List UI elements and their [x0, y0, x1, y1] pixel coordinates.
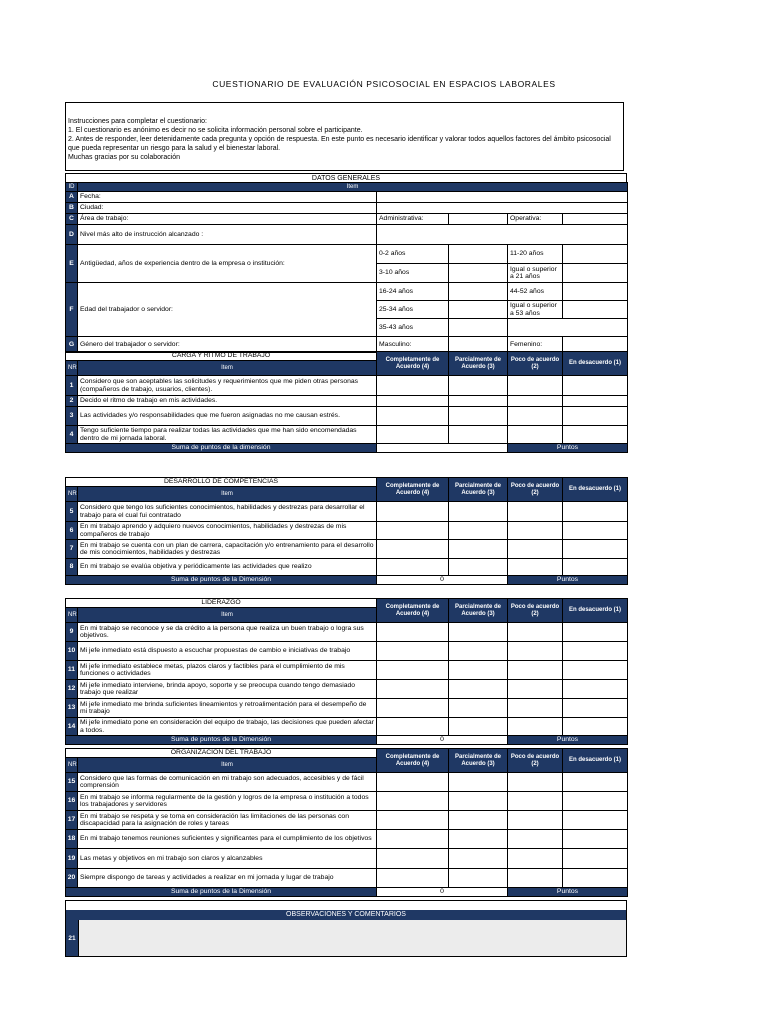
col-little-agree: Poco de acuerdo (2)	[508, 749, 563, 773]
dimension-sum-label: Suma de puntos de la Dimensión	[66, 888, 377, 897]
seniority-opt: 0-2 años	[377, 245, 449, 264]
item-number: 1	[66, 376, 78, 396]
age-input[interactable]	[449, 301, 508, 319]
age-input[interactable]	[563, 283, 628, 301]
age-opt: 44-52 años	[508, 283, 563, 301]
answer-cell-disagree[interactable]	[563, 540, 628, 559]
work-area-label: Área de trabajo:	[78, 214, 377, 225]
observations-block	[65, 900, 627, 957]
col-nr-header: NR	[66, 361, 78, 376]
item-text: Las actividades y/o responsabilidades que me fueron asignadas no me causan estrés.	[78, 407, 377, 426]
item-text: Decido el ritmo de trabajo en mis actividades.	[78, 396, 377, 407]
date-input[interactable]	[377, 192, 628, 203]
operative-label: Operativa:	[508, 214, 563, 225]
row-id: C	[66, 214, 78, 225]
row-id: G	[66, 337, 78, 353]
answer-cell-partially-agree[interactable]	[449, 623, 508, 642]
item-number: 6	[66, 522, 78, 540]
dimension-sum-label: Suma de puntos de la dimensión	[66, 444, 377, 453]
seniority-input[interactable]	[449, 245, 508, 264]
answer-cell-completely-agree[interactable]	[377, 849, 449, 869]
dimension-table	[65, 477, 628, 585]
education-input[interactable]	[377, 225, 628, 245]
answer-cell-completely-agree[interactable]	[377, 718, 449, 736]
col-disagree: En desacuerdo (1)	[563, 749, 628, 773]
instructions-box	[65, 102, 624, 171]
answer-cell-disagree[interactable]	[563, 407, 628, 426]
answer-cell-little-agree[interactable]	[508, 849, 563, 869]
age-input[interactable]	[449, 319, 508, 337]
answer-cell-disagree[interactable]	[563, 623, 628, 642]
answer-cell-partially-agree[interactable]	[449, 376, 508, 396]
dimension-sum-value: 0	[377, 888, 508, 897]
age-label: Edad del trabajador o servidor:	[78, 283, 377, 337]
answer-cell-partially-agree[interactable]	[449, 540, 508, 559]
col-little-agree: Poco de acuerdo (2)	[508, 478, 563, 502]
col-item-header: Item	[78, 361, 377, 376]
col-completely-agree: Completamente de Acuerdo (4)	[377, 352, 449, 376]
answer-cell-disagree[interactable]	[563, 869, 628, 888]
answer-cell-disagree[interactable]	[563, 718, 628, 736]
dimension-sum-value: 0	[377, 736, 508, 745]
answer-cell-disagree[interactable]	[563, 522, 628, 540]
row-id: F	[66, 283, 78, 337]
answer-cell-partially-agree[interactable]	[449, 502, 508, 522]
answer-cell-partially-agree[interactable]	[449, 642, 508, 661]
row-id: B	[66, 203, 78, 214]
dimension-section	[65, 477, 627, 585]
answer-cell-partially-agree[interactable]	[449, 869, 508, 888]
answer-cell-partially-agree[interactable]	[449, 811, 508, 830]
answer-cell-completely-agree[interactable]	[377, 642, 449, 661]
answer-cell-disagree[interactable]	[563, 426, 628, 444]
answer-cell-little-agree[interactable]	[508, 642, 563, 661]
operative-input[interactable]	[563, 214, 628, 225]
col-partially-agree: Parcialmente de Acuerdo (3)	[449, 352, 508, 376]
col-partially-agree: Parcialmente de Acuerdo (3)	[449, 749, 508, 773]
item-number: 16	[66, 792, 78, 811]
row-id: A	[66, 192, 78, 203]
item-number: 8	[66, 559, 78, 576]
instructions-thanks: Muchas gracias por su colaboración	[68, 154, 181, 161]
dimension-title: ORGANIZACIÓN DEL TRABAJO	[66, 749, 377, 758]
answer-cell-completely-agree[interactable]	[377, 792, 449, 811]
answer-cell-partially-agree[interactable]	[449, 522, 508, 540]
item-text: En mi trabajo tenemos reuniones suficientes y significantes para el cumplimiento de los objetivos	[78, 830, 377, 849]
answer-cell-completely-agree[interactable]	[377, 502, 449, 522]
item-text: Considero que tengo los suficientes conocimientos, habilidades y destrezas para desarrollar el trabajo para el cual fui contratado	[78, 502, 377, 522]
col-item-header: Item	[78, 487, 377, 502]
answer-cell-partially-agree[interactable]	[449, 773, 508, 792]
item-text: Mi jefe inmediato establece metas, plazos claros y factibles para el cumplimiento de mis funciones o actividades	[78, 661, 377, 680]
seniority-opt: 3-10 años	[377, 264, 449, 283]
answer-cell-partially-agree[interactable]	[449, 792, 508, 811]
item-number: 17	[66, 811, 78, 830]
answer-cell-partially-agree[interactable]	[449, 661, 508, 680]
item-number: 20	[66, 869, 78, 888]
answer-cell-little-agree[interactable]	[508, 869, 563, 888]
instruction-2: 2. Antes de responder, leer detenidamente cada pregunta y opción de respuesta. En este punto es necesario identificar y valorar todos aquellos factores del ámbito psicosocial que pueda representar un riesgo para la salud y el bienestar laboral.	[68, 136, 611, 152]
col-little-agree: Poco de acuerdo (2)	[508, 352, 563, 376]
answer-cell-completely-agree[interactable]	[377, 773, 449, 792]
age-opt: 16-24 años	[377, 283, 449, 301]
answer-cell-completely-agree[interactable]	[377, 522, 449, 540]
age-input[interactable]	[449, 283, 508, 301]
general-data-block	[65, 173, 627, 353]
item-text: Mi jefe inmediato está dispuesto a escuchar propuestas de cambio e iniciativas de trabajo	[78, 642, 377, 661]
observations-nr: 21	[66, 920, 78, 956]
answer-cell-completely-agree[interactable]	[377, 623, 449, 642]
answer-cell-disagree[interactable]	[563, 792, 628, 811]
col-disagree: En desacuerdo (1)	[563, 352, 628, 376]
item-number: 14	[66, 718, 78, 736]
item-text: Mi jefe inmediato interviene, brinda apoyo, soporte y se preocupa cuando tengo demasiado trabajo que realizar	[78, 680, 377, 699]
item-text: Mi jefe inmediato pone en consideración del equipo de trabajo, las decisiones que pueden afectar a todos.	[78, 718, 377, 736]
dimension-sum-value: 0	[377, 576, 508, 585]
answer-cell-little-agree[interactable]	[508, 773, 563, 792]
item-text: En mi trabajo aprendo y adquiero nuevos conocimientos, habilidades y destrezas de mis compañeros de trabajo	[78, 522, 377, 540]
dimension-title: DESARROLLO DE COMPETENCIAS	[66, 478, 377, 487]
dimension-title: CARGA Y RITMO DE TRABAJO	[66, 352, 377, 361]
item-number: 2	[66, 396, 78, 407]
answer-cell-little-agree[interactable]	[508, 661, 563, 680]
seniority-opt: 11-20 años	[508, 245, 563, 264]
male-label: Masculino:	[377, 337, 449, 353]
answer-cell-completely-agree[interactable]	[377, 376, 449, 396]
city-label: Ciudad:	[78, 203, 377, 214]
age-opt: 25-34 años	[377, 301, 449, 319]
item-text: Tengo suficiente tiempo para realizar todas las actividades que me han sido encomendadas dentro de mi jornada laboral.	[78, 426, 377, 444]
answer-cell-partially-agree[interactable]	[449, 407, 508, 426]
answer-cell-completely-agree[interactable]	[377, 426, 449, 444]
item-number: 7	[66, 540, 78, 559]
date-label: Fecha:	[78, 192, 377, 203]
col-nr-header: NR	[66, 758, 78, 773]
seniority-input[interactable]	[563, 264, 628, 283]
item-text: En mi trabajo se reconoce y se da crédito a la persona que realiza un buen trabajo o logra sus objetivos.	[78, 623, 377, 642]
answer-cell-completely-agree[interactable]	[377, 540, 449, 559]
item-number: 10	[66, 642, 78, 661]
col-little-agree: Poco de acuerdo (2)	[508, 599, 563, 623]
answer-cell-partially-agree[interactable]	[449, 718, 508, 736]
dimension-points-label: Puntos	[508, 736, 628, 745]
age-empty-cell	[508, 319, 628, 337]
item-number: 4	[66, 426, 78, 444]
answer-cell-disagree[interactable]	[563, 396, 628, 407]
answer-cell-completely-agree[interactable]	[377, 811, 449, 830]
answer-cell-little-agree[interactable]	[508, 502, 563, 522]
col-completely-agree: Completamente de Acuerdo (4)	[377, 478, 449, 502]
instructions-heading: Instrucciones para completar el cuestionario:	[68, 118, 207, 125]
answer-cell-disagree[interactable]	[563, 699, 628, 718]
gender-label: Género del trabajador o servidor:	[78, 337, 377, 353]
answer-cell-little-agree[interactable]	[508, 522, 563, 540]
item-text: Mi jefe inmediato me brinda suficientes lineamientos y retroalimentación para el desempeño de mi trabajo	[78, 699, 377, 718]
item-number: 13	[66, 699, 78, 718]
answer-cell-disagree[interactable]	[563, 376, 628, 396]
dimension-points-label: Puntos	[508, 888, 628, 897]
col-completely-agree: Completamente de Acuerdo (4)	[377, 749, 449, 773]
item-number: 5	[66, 502, 78, 522]
item-number: 3	[66, 407, 78, 426]
item-text: Siempre dispongo de tareas y actividades a realizar en mi jornada y lugar de trabajo	[78, 869, 377, 888]
dimension-sum-label: Suma de puntos de la Dimensión	[66, 736, 377, 745]
dimension-title: LIDERAZGO	[66, 599, 377, 608]
answer-cell-little-agree[interactable]	[508, 559, 563, 576]
item-number: 18	[66, 830, 78, 849]
instruction-1: 1. El cuestionario es anónimo es decir no se solicita información personal sobre el participante.	[68, 127, 363, 134]
general-data-title: DATOS GENERALES	[65, 173, 627, 182]
dimension-table	[65, 598, 628, 745]
row-id: D	[66, 225, 78, 245]
answer-cell-little-agree[interactable]	[508, 699, 563, 718]
col-disagree: En desacuerdo (1)	[563, 599, 628, 623]
answer-cell-little-agree[interactable]	[508, 540, 563, 559]
answer-cell-completely-agree[interactable]	[377, 699, 449, 718]
answer-cell-completely-agree[interactable]	[377, 559, 449, 576]
answer-cell-partially-agree[interactable]	[449, 830, 508, 849]
col-nr-header: NR	[66, 608, 78, 623]
answer-cell-completely-agree[interactable]	[377, 396, 449, 407]
answer-cell-little-agree[interactable]	[508, 830, 563, 849]
item-number: 11	[66, 661, 78, 680]
answer-cell-partially-agree[interactable]	[449, 426, 508, 444]
answer-cell-disagree[interactable]	[563, 773, 628, 792]
answer-cell-completely-agree[interactable]	[377, 407, 449, 426]
dimension-points-label: Puntos	[508, 576, 628, 585]
answer-cell-completely-agree[interactable]	[377, 830, 449, 849]
city-input[interactable]	[377, 203, 628, 214]
answer-cell-disagree[interactable]	[563, 559, 628, 576]
answer-cell-little-agree[interactable]	[508, 376, 563, 396]
answer-cell-disagree[interactable]	[563, 661, 628, 680]
col-completely-agree: Completamente de Acuerdo (4)	[377, 599, 449, 623]
answer-cell-little-agree[interactable]	[508, 792, 563, 811]
dimension-section	[65, 351, 627, 453]
answer-cell-partially-agree[interactable]	[449, 559, 508, 576]
dimension-section	[65, 598, 627, 745]
answer-cell-completely-agree[interactable]	[377, 869, 449, 888]
answer-cell-disagree[interactable]	[563, 502, 628, 522]
col-item-header: Item	[78, 758, 377, 773]
item-text: En mi trabajo se respeta y se toma en consideración las limitaciones de las personas con discapacidad para la asignación de roles y tareas	[78, 811, 377, 830]
answer-cell-partially-agree[interactable]	[449, 699, 508, 718]
age-input[interactable]	[563, 301, 628, 319]
dimension-section	[65, 748, 627, 897]
answer-cell-little-agree[interactable]	[508, 718, 563, 736]
answer-cell-partially-agree[interactable]	[449, 849, 508, 869]
col-item-header: Item	[78, 608, 377, 623]
answer-cell-little-agree[interactable]	[508, 680, 563, 699]
education-label: Nivel más alto de instrucción alcanzado :	[78, 225, 377, 245]
general-data-table	[65, 182, 628, 353]
answer-cell-little-agree[interactable]	[508, 396, 563, 407]
seniority-opt: Igual o superior a 21 años	[508, 264, 563, 283]
dimension-points-label: Puntos	[508, 444, 628, 453]
answer-cell-disagree[interactable]	[563, 680, 628, 699]
answer-cell-little-agree[interactable]	[508, 811, 563, 830]
answer-cell-partially-agree[interactable]	[449, 396, 508, 407]
age-opt: Igual o superior a 53 años	[508, 301, 563, 319]
dimension-sum-label: Suma de puntos de la Dimensión	[66, 576, 377, 585]
dimension-sum-value	[377, 444, 508, 453]
answer-cell-disagree[interactable]	[563, 811, 628, 830]
col-item-header: Item	[78, 183, 628, 192]
administrative-input[interactable]	[449, 214, 508, 225]
answer-cell-partially-agree[interactable]	[449, 680, 508, 699]
answer-cell-disagree[interactable]	[563, 642, 628, 661]
item-text: Las metas y objetivos en mi trabajo son claros y alcanzables	[78, 849, 377, 869]
answer-cell-disagree[interactable]	[563, 830, 628, 849]
answer-cell-completely-agree[interactable]	[377, 661, 449, 680]
answer-cell-little-agree[interactable]	[508, 623, 563, 642]
item-number: 15	[66, 773, 78, 792]
answer-cell-completely-agree[interactable]	[377, 680, 449, 699]
seniority-input[interactable]	[449, 264, 508, 283]
item-text: En mi trabajo se evalúa objetiva y periódicamente las actividades que realizo	[78, 559, 377, 576]
col-partially-agree: Parcialmente de Acuerdo (3)	[449, 599, 508, 623]
item-number: 19	[66, 849, 78, 869]
female-label: Femenino:	[508, 337, 563, 353]
item-text: Considero que son aceptables las solicitudes y requerimientos que me piden otras personas (compañeros de trabajo, usuarios, clientes).	[78, 376, 377, 396]
age-opt: 35-43 años	[377, 319, 449, 337]
item-text: En mi trabajo se cuenta con un plan de carrera, capacitación y/o entrenamiento para el desarrollo de mis conocimientos, habilidades y destrezas	[78, 540, 377, 559]
observations-input[interactable]	[78, 920, 626, 956]
page-title: CUESTIONARIO DE EVALUACIÓN PSICOSOCIAL EN ESPACIOS LABORALES	[212, 79, 556, 89]
answer-cell-little-agree[interactable]	[508, 407, 563, 426]
col-nr-header: NR	[66, 487, 78, 502]
seniority-label: Antigüedad, años de experiencia dentro de la empresa o institución:	[78, 245, 377, 283]
item-text: Considero que las formas de comunicación en mi trabajo son adecuados, accesibles y de fácil comprensión	[78, 773, 377, 792]
observations-title: OBSERVACIONES Y COMENTARIOS	[66, 910, 626, 920]
item-number: 12	[66, 680, 78, 699]
col-disagree: En desacuerdo (1)	[563, 478, 628, 502]
row-id: E	[66, 245, 78, 283]
dimension-table	[65, 351, 628, 453]
administrative-label: Administrativa:	[377, 214, 449, 225]
col-id-header: ID	[66, 183, 78, 192]
dimension-table	[65, 748, 628, 897]
col-partially-agree: Parcialmente de Acuerdo (3)	[449, 478, 508, 502]
seniority-input[interactable]	[563, 245, 628, 264]
item-text: En mi trabajo se informa regularmente de la gestión y logros de la empresa o institución a todos los trabajadores y servidores	[78, 792, 377, 811]
answer-cell-little-agree[interactable]	[508, 426, 563, 444]
answer-cell-disagree[interactable]	[563, 849, 628, 869]
item-number: 9	[66, 623, 78, 642]
